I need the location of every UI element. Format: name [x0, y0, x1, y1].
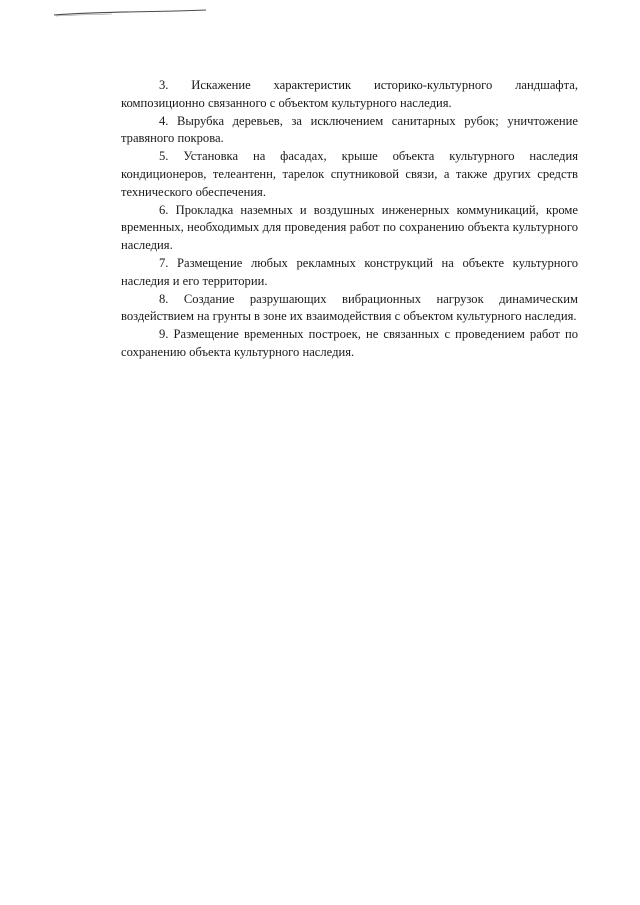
list-item-7: 7. Размещение любых рекламных конструкций на объекте культурного наследия и его территории.	[121, 255, 578, 288]
scan-pen-stroke	[52, 9, 208, 17]
list-item-5: 5. Установка на фасадах, крыше объекта культурного наследия кондиционеров, телеантенн, тарелок спутниковой связи, а также других средств технического обеспечения.	[121, 149, 578, 199]
list-item-6: 6. Прокладка наземных и воздушных инженерных коммуникаций, кроме временных, необходимых для проведения работ по сохранению объекта культурного наследия.	[121, 202, 578, 253]
list-item-9: 9. Размещение временных построек, не связанных с проведением работ по сохранению объекта культурного наследия.	[121, 327, 578, 359]
document-body	[121, 77, 578, 362]
list-item-3: 3. Искажение характеристик историко-культурного ландшафта, композиционно связанного с объектом культурного наследия.	[121, 78, 578, 110]
list-item-8: 8. Создание разрушающих вибрационных нагрузок динамическим воздействием на грунты в зоне их взаимодействия с объектом культурного наследия.	[121, 291, 578, 324]
list-item-4: 4. Вырубка деревьев, за исключением санитарных рубок; уничтожение травяного покрова.	[121, 113, 578, 146]
